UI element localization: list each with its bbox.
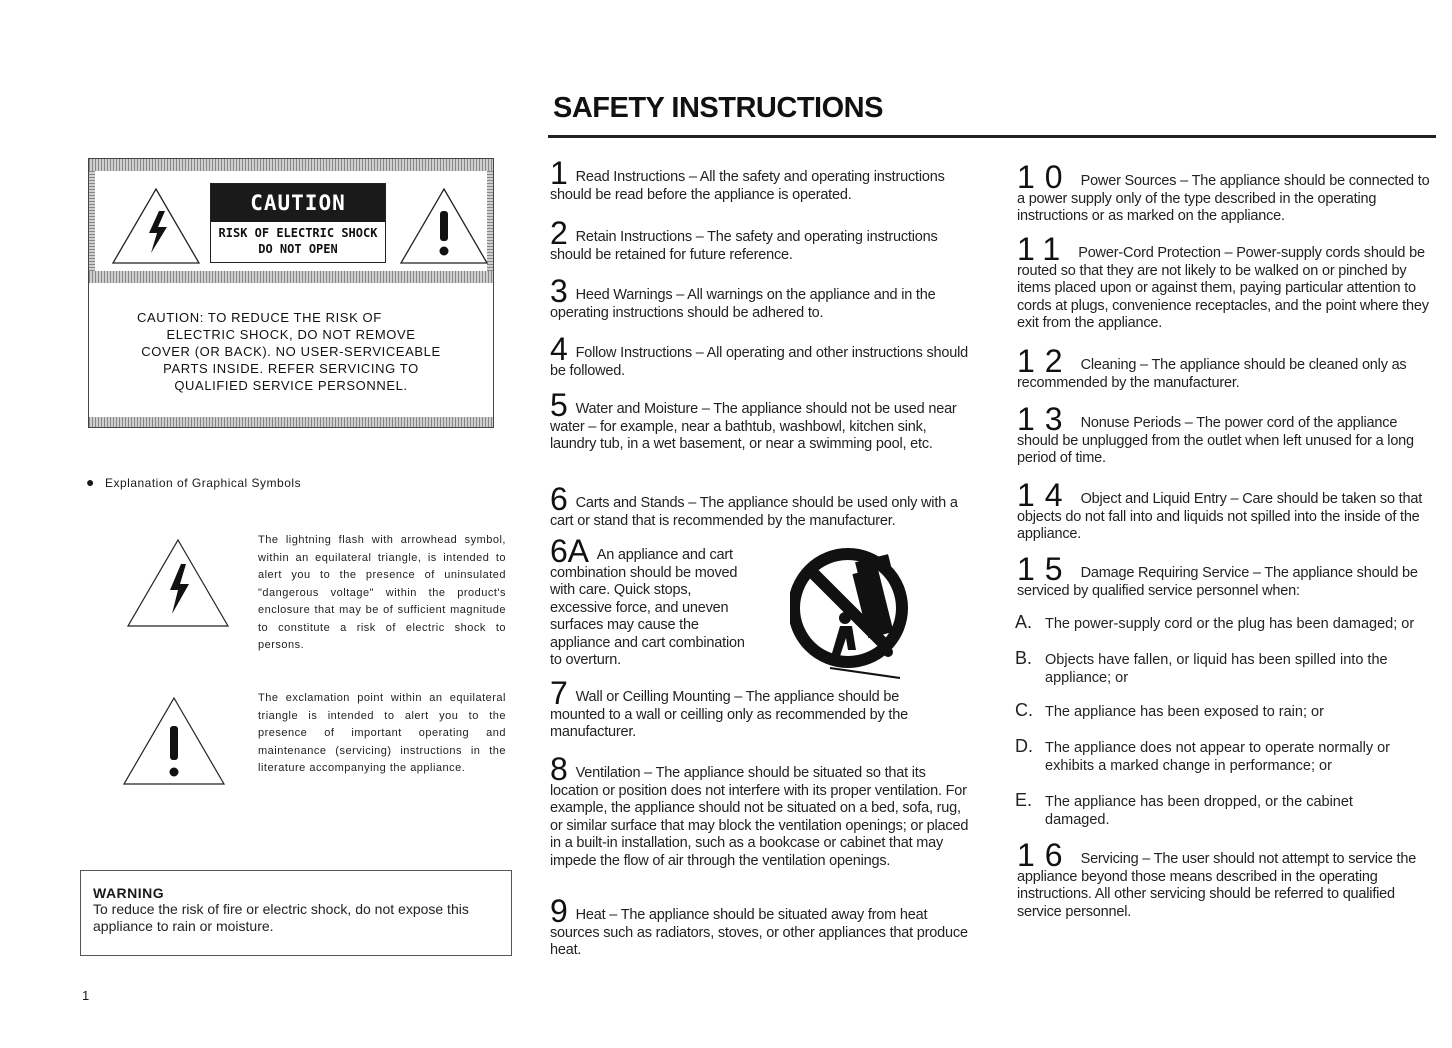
item-text: Nonuse Periods – The power cord of the appliance should be unplugged from the outlet when left unused for a long period of time. [1017,415,1414,466]
item-text: Read Instructions – All the safety and operating instructions should be read before the appliance is operated. [550,169,945,203]
sub-item [1015,700,1435,722]
hatch-band [89,171,95,271]
sub-item [1015,790,1395,829]
item-text: Object and Liquid Entry – Care should be taken so that objects do not fall into and liquids not spilled into the inside of the appliance. [1017,491,1423,542]
item-text: An appliance and cart combination should be moved with care. Quick stops, excessive force, and uneven surfaces may cause the appliance and cart combination to overturn. [550,547,745,668]
caution-text-line: CAUTION: TO REDUCE THE RISK OF [137,310,382,325]
item-number: 2 [550,215,568,251]
cart-tipover-warning-icon [790,538,910,686]
safety-item [1017,231,1439,333]
caution-text-line: ELECTRIC SHOCK, DO NOT REMOVE [166,327,416,342]
safety-item [550,893,970,960]
sub-item-text: The power-supply cord or the plug has been damaged; or [1045,616,1415,632]
hatch-band [89,159,493,171]
item-text: Wall or Ceilling Mounting – The appliance should be mounted to a wall or ceilling only as recommended by the manufacturer. [550,689,908,740]
item-number: 14 [1017,477,1073,513]
item-number: 11 [1017,231,1071,267]
warning-text: To reduce the risk of fire or electric shock, do not expose this appliance to rain or moisture. [93,901,469,934]
safety-item [550,675,950,742]
item-text: Power Sources – The appliance should be connected to a power supply only of the type described in the operating instructions or as marked on the appliance. [1017,173,1430,224]
safety-item [550,331,970,380]
bullet-icon: ● [86,474,95,490]
safety-item [550,533,750,670]
item-text: Damage Requiring Service – The appliance should be serviced by qualified service personnel when: [1017,565,1418,599]
warning-title: WARNING [93,885,165,901]
item-number: 6 [550,481,568,517]
item-number: 6A [550,533,589,569]
item-number: 5 [550,387,568,423]
item-number: 7 [550,675,568,711]
item-number: 10 [1017,159,1073,195]
item-text: Servicing – The user should not attempt to service the appliance beyond those means described in the operating instructions. All other servicing should be referred to qualified service personnel. [1017,851,1417,920]
caution-word: CAUTION [211,184,385,222]
safety-item [1017,477,1439,544]
item-text: Power-Cord Protection – Power-supply cords should be routed so that they are not likely to be walked on or pinched by items placed upon or against them, paying particular attention to cords at plugs, convenience receptacles, and the point where they exit from the appliance. [1017,245,1429,331]
sub-item [1015,736,1415,775]
explanation-heading-text: Explanation of Graphical Symbols [104,476,302,490]
item-number: 16 [1017,837,1073,873]
item-number: 4 [550,331,568,367]
item-text: Cleaning – The appliance should be cleaned only as recommended by the manufacturer. [1017,357,1407,391]
sub-item-text: The appliance has been dropped, or the cabinet damaged. [1045,794,1353,828]
lightning-explanation: The lightning flash with arrowhead symbol, within an equilateral triangle, is intended to alert you to the presence of uninsulated "dangerous voltage" within the product's enclosure that may be of sufficient magnitude to constitute a risk of electric shock to persons. [258,534,506,651]
title-rule [548,135,1436,138]
safety-item [1017,837,1439,921]
caution-label-panel [88,158,494,428]
hatch-band [89,417,493,427]
item-text: Carts and Stands – The appliance should be used only with a cart or stand that is recommended by the manufacturer. [550,495,958,529]
exclamation-explanation: The exclamation point within an equilateral triangle is intended to alert you to the presence of important operating and maintenance (servicing) instructions in the literature accompanying the appliance. [258,692,506,774]
lightning-triangle-icon [126,538,230,628]
sub-item [1015,612,1435,634]
hatch-band [89,271,493,283]
sub-item [1015,648,1435,687]
item-text: Follow Instructions – All operating and other instructions should be followed. [550,345,969,379]
warning-box [80,870,512,956]
lightning-triangle-icon [111,187,201,265]
item-number: 15 [1017,551,1073,587]
page-number: 1 [82,988,90,1003]
item-text: Retain Instructions – The safety and operating instructions should be retained for future reference. [550,229,938,263]
caution-text-line: COVER (OR BACK). NO USER-SERVICEABLE [141,344,441,359]
item-number: 13 [1017,401,1073,437]
item-number: 9 [550,893,568,929]
safety-item [1017,401,1439,468]
sub-item-text: Objects have fallen, or liquid has been spilled into the appliance; or [1045,652,1388,686]
item-number: 3 [550,273,568,309]
safety-item [550,155,970,204]
item-number: 8 [550,751,568,787]
sub-item-letter: B. [1015,648,1033,668]
item-number: 1 [550,155,568,191]
item-number: 12 [1017,343,1073,379]
caution-text [99,309,483,394]
page-title: SAFETY INSTRUCTIONS [553,92,883,124]
safety-item [550,273,970,322]
sub-item-letter: E. [1015,790,1033,810]
sub-item-text: The appliance has been exposed to rain; or [1045,704,1324,720]
safety-item [1017,343,1439,392]
exclamation-triangle-icon [122,696,226,786]
sub-item-letter: D. [1015,736,1033,756]
do-not-open-line: DO NOT OPEN [258,242,338,256]
exclamation-triangle-icon [399,187,489,265]
sub-item-letter: C. [1015,700,1033,720]
sub-item-letter: A. [1015,612,1033,632]
sub-item-text: The appliance does not appear to operate normally or exhibits a marked change in performance; or [1045,740,1390,774]
safety-item [1017,551,1439,600]
safety-item [1017,159,1439,226]
safety-item [550,481,970,530]
item-text: Ventilation – The appliance should be situated so that its location or position does not interfere with its proper ventilation. For example, the appliance should not be situated on a bed, sofa, rug, or similar surface that may block the ventilation openings; or placed in a built-in installation, such as a bookcase or cabinet that may impede the flow of air through the ventilation openings. [550,765,969,869]
safety-item [550,751,970,870]
caution-label [210,183,386,263]
caution-text-line: QUALIFIED SERVICE PERSONNEL. [174,378,408,393]
safety-item [550,387,970,454]
risk-line: RISK OF ELECTRIC SHOCK [218,226,378,240]
explanation-heading [86,474,301,490]
caution-text-line: PARTS INSIDE. REFER SERVICING TO [163,361,419,376]
item-text: Heed Warnings – All warnings on the appliance and in the operating instructions should be adhered to. [550,287,936,321]
item-text: Water and Moisture – The appliance should not be used near water – for example, near a bathtub, washbowl, kitchen sink, laundry tub, in a wet basement, or near a swimming pool, etc. [550,401,957,452]
item-text: Heat – The appliance should be situated away from heat sources such as radiators, stoves, or other appliances that produce heat. [550,907,968,958]
safety-item [550,215,970,264]
